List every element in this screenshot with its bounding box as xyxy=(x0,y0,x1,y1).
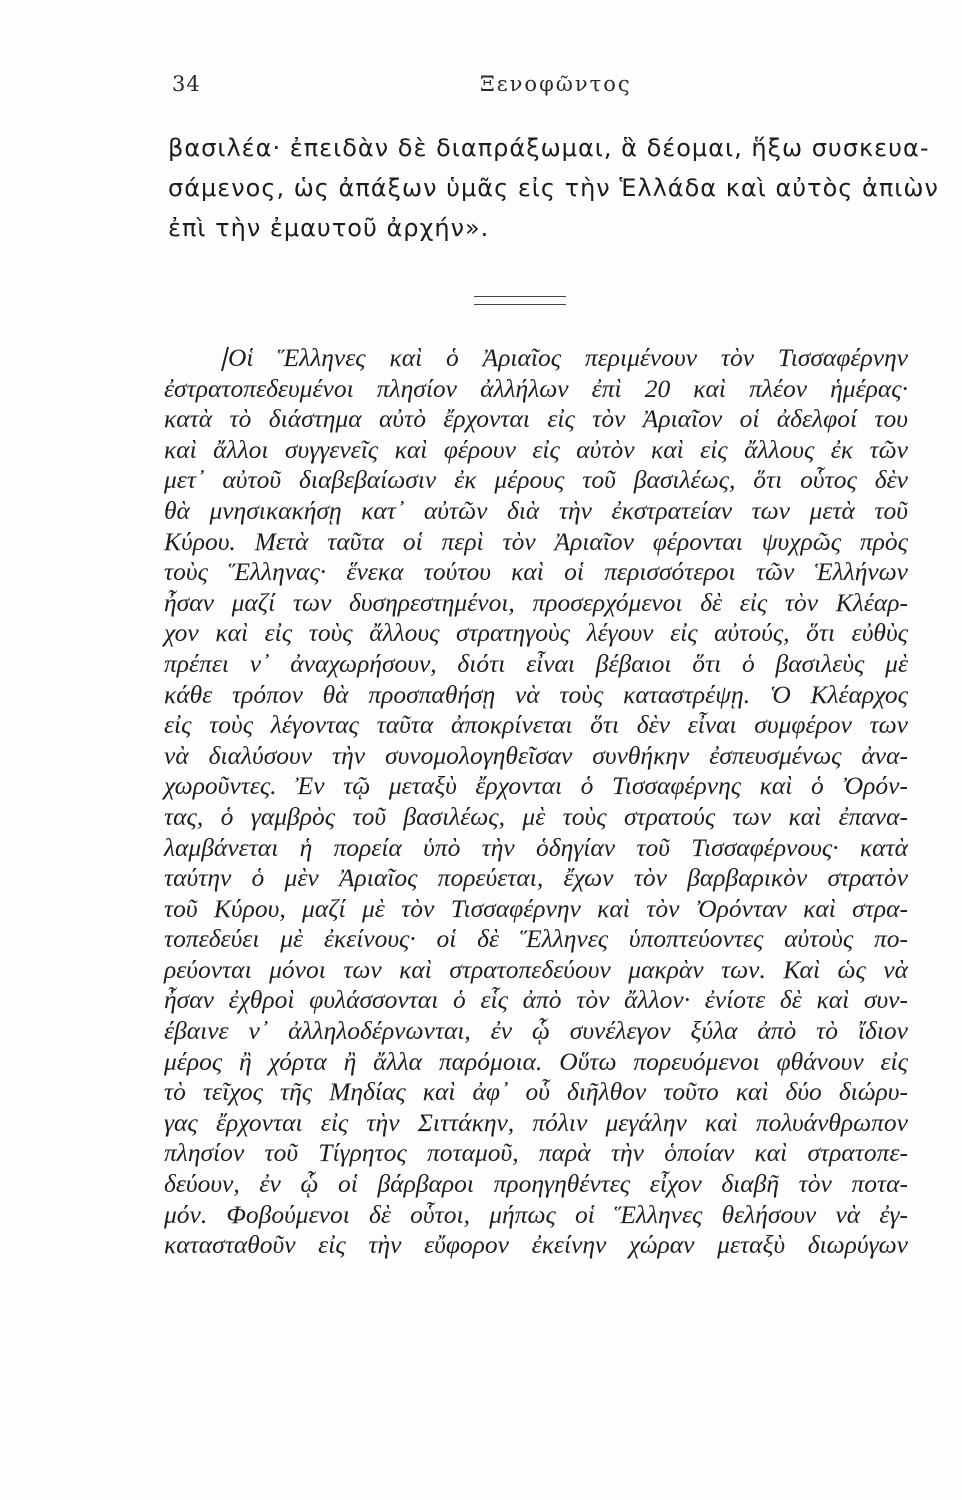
summary-line: ἦσαν μαζί των δυσηρεστημένοι, προσερχόμενοι δὲ εἰς τὸν Κλέαρ- xyxy=(164,587,908,617)
summary-line: ταύτην ὁ μὲν Ἀριαῖος πορεύεται, ἔχων τὸν βαρβαρικὸν στρατὸν xyxy=(164,863,908,893)
summary-line: έβαινε ν᾽ ἀλληλοδέρνωνται, ἐν ᾧ συνέλεγον ξύλα ἀπὸ τὸ ἴδιον xyxy=(164,1016,908,1046)
summary-line: τας, ὁ γαμβρὸς τοῦ βασιλέως, μὲ τοὺς στρατούς των καὶ ἐπανα- xyxy=(164,801,908,831)
summary-line: κατὰ τὸ διάστημα αὐτὸ ἔρχονται εἰς τὸν Ἀριαῖον οἱ ἀδελφοί του xyxy=(164,404,908,434)
page-number: 34 xyxy=(172,72,201,96)
italic-summary-block xyxy=(164,343,908,1261)
summary-line: γας ἔρχονται εἰς τὴν Σιττάκην, πόλιν μεγάλην καὶ πολυάνθρωπον xyxy=(164,1107,908,1137)
summary-line: ἐστρατοπεδευμένοι πλησίον ἀλλήλων ἐπὶ 20 καὶ πλέον ἡμέρας· xyxy=(164,373,908,403)
summary-line: κάθε τρόπον θὰ προσπαθήσῃ νὰ τοὺς καταστρέψῃ. Ὁ Κλέαρχος xyxy=(164,679,908,709)
summary-line: τὸ τεῖχος τῆς Μηδίας καὶ ἀφ᾽ οὗ διῆλθον τοῦτο καὶ δύο διώρυ- xyxy=(164,1077,908,1107)
summary-line: ρεύονται μόνοι των καὶ στρατοπεδεύουν μακρὰν των. Καὶ ὡς νὰ xyxy=(164,954,908,984)
summary-line: μετ᾽ αὐτοῦ διαβεβαίωσιν ἐκ μέρους τοῦ βασιλέως, ὅτι οὗτος δὲν xyxy=(164,465,908,495)
summary-line: χωροῦντες. Ἐν τῷ μεταξὺ ἔρχονται ὁ Τισσαφέρνης καὶ ὁ Ὀρόν- xyxy=(164,771,908,801)
running-head: Ξενοφῶντος xyxy=(480,72,632,96)
summary-line: κατασταθοῦν εἰς τὴν εὔφορον ἐκείνην χώραν μεταξὺ διωρύγων xyxy=(164,1230,908,1260)
summary-line: μέρος ἢ χόρτα ἢ ἄλλα παρόμοια. Οὕτω πορευόμενοι φθάνουν εἰς xyxy=(164,1046,908,1076)
summary-line: δεύουν, ἐν ᾧ οἱ βάρβαροι προηγηθέντες εἶχον διαβῆ τὸν ποτα- xyxy=(164,1169,908,1199)
summary-line: εἰς τοὺς λέγοντας ταῦτα ἀποκρίνεται ὅτι δὲν εἶναι συμφέρον των xyxy=(164,710,908,740)
summary-line: Κύρου. Μετὰ ταῦτα οἱ περὶ τὸν Ἀριαῖον φέρονται ψυχρῶς πρὸς xyxy=(164,526,908,556)
summary-line: καὶ ἄλλοι συγγενεῖς καὶ φέρουν εἰς αὐτὸν καὶ εἰς ἄλλους ἐκ τῶν xyxy=(164,434,908,464)
upright-line: ἐπὶ τὴν ἐμαυτοῦ ἀρχήν». xyxy=(168,214,490,242)
upright-line: σάμενος, ὡς ἀπάξων ὑμᾶς εἰς τὴν Ἑλλάδα καὶ αὐτὸς ἀπιὼν xyxy=(168,174,939,202)
summary-line: πλησίον τοῦ Τίγρητος ποταμοῦ, παρὰ τὴν ὁποίαν καὶ στρατοπε- xyxy=(164,1138,908,1168)
section-divider-rule xyxy=(474,304,566,305)
summary-line: πρέπει ν᾽ ἀναχωρήσουν, διότι εἶναι βέβαιοι ὅτι ὁ βασιλεὺς μὲ xyxy=(164,648,908,678)
summary-line: χον καὶ εἰς τοὺς ἄλλους στρατηγοὺς λέγουν εἰς αὐτούς, ὅτι εὐθὺς xyxy=(164,618,908,648)
page-header xyxy=(172,72,912,102)
summary-line: Οἱ Ἕλληνες καὶ ὁ Ἀριαῖος περιμένουν τὸν Τισσαφέρνην xyxy=(228,343,908,372)
summary-line: μόν. Φοβούμενοι δὲ οὗτοι, μήπως οἱ Ἕλληνες θελήσουν νὰ ἐγ- xyxy=(164,1199,908,1229)
section-divider-rule xyxy=(474,296,566,297)
summary-line: θὰ μνησικακήσῃ κατ᾽ αὐτῶν διὰ τὴν ἐκστρατείαν των μετὰ τοῦ xyxy=(164,495,908,525)
summary-line: τοπεδεύει μὲ ἐκείνους· οἱ δὲ Ἕλληνες ὑποπτεύοντες αὐτοὺς πο- xyxy=(164,924,908,954)
summary-line: νὰ διαλύσουν τὴν συνομολογηθεῖσαν συνθήκην ἐσπευσμένως ἀνα- xyxy=(164,740,908,770)
summary-line: τοῦ Κύρου, μαζί μὲ τὸν Τισσαφέρνην καὶ τὸν Ὀρόνταν καὶ στρα- xyxy=(164,893,908,923)
summary-line: τοὺς Ἕλληνας· ἕνεκα τούτου καὶ οἱ περισσότεροι τῶν Ἑλλήνων xyxy=(164,557,908,587)
summary-line: λαμβάνεται ἡ πορεία ὑπὸ τὴν ὁδηγίαν τοῦ Τισσαφέρνους· κατὰ xyxy=(164,832,908,862)
upright-text-block xyxy=(168,128,939,248)
summary-line: ἦσαν ἐχθροὶ φυλάσσονται ὁ εἷς ἀπὸ τὸν ἄλλον· ἐνίοτε δὲ καὶ συν- xyxy=(164,985,908,1015)
upright-line: βασιλέα· ἐπειδὰν δὲ διαπράξωμαι, ἃ δέομαι, ἥξω συσκευα- xyxy=(168,134,930,162)
